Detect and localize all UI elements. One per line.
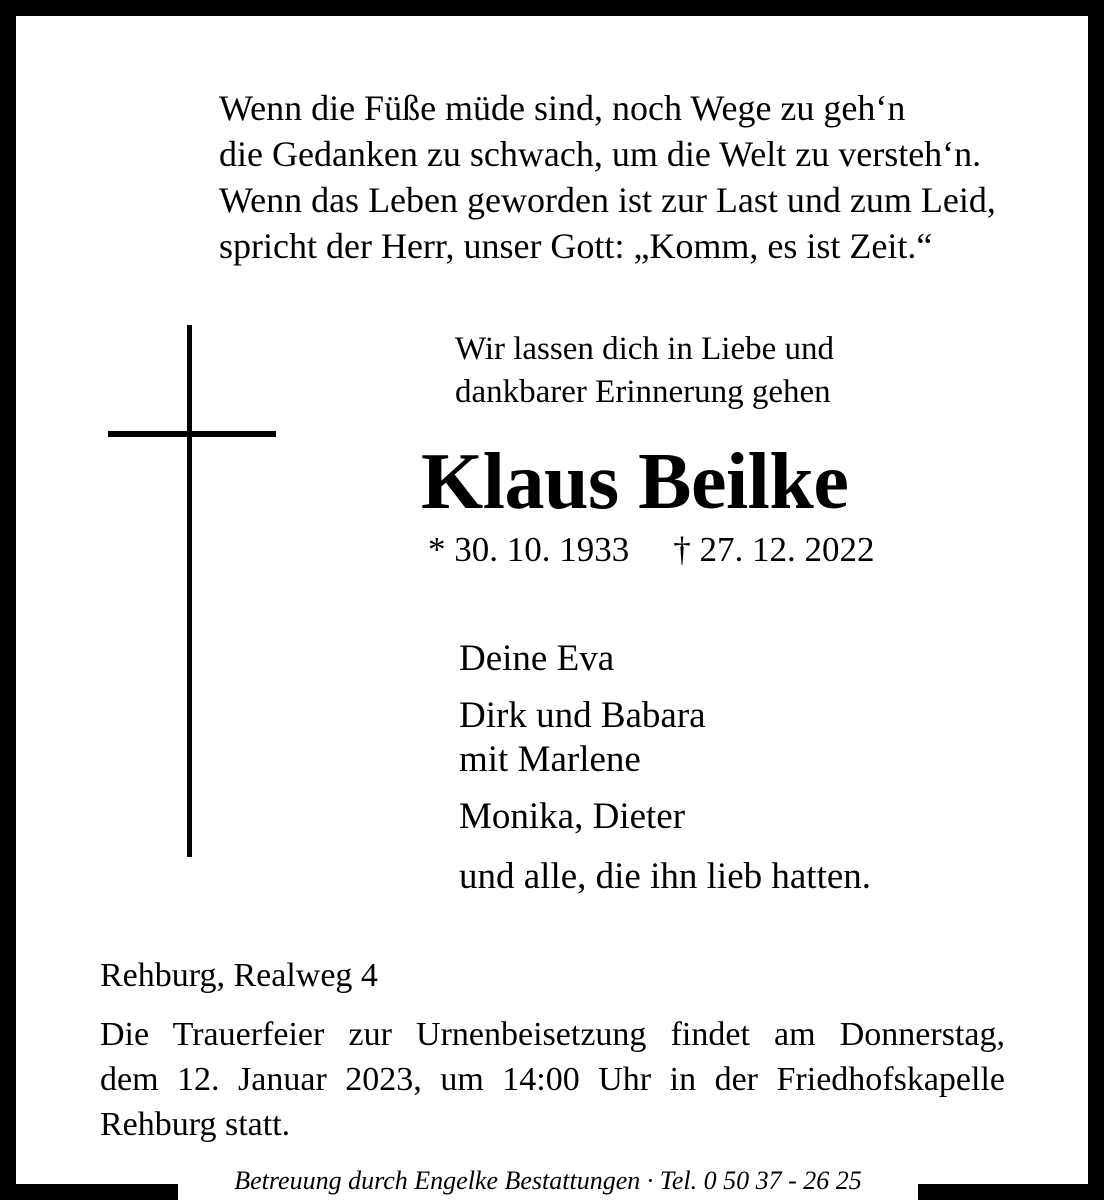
poem-line: die Gedanken zu schwach, um die Welt zu versteh‘n.: [219, 134, 982, 174]
poem-line: spricht der Herr, unser Gott: „Komm, es ist Zeit.“: [219, 226, 933, 266]
death-date: † 27. 12. 2022: [673, 530, 875, 569]
border-bottom-left: [0, 1184, 178, 1200]
life-dates: [428, 528, 875, 572]
farewell-text: [455, 328, 834, 414]
ceremony-line: Rehburg statt.: [100, 1106, 291, 1143]
deceased-name: Klaus Beilke: [421, 438, 849, 526]
cross-icon-horizontal-beam: [108, 431, 276, 437]
funeral-home-footer: Betreuung durch Engelke Bestattungen · Tel. 0 50 37 - 26 25: [234, 1166, 862, 1195]
mourner-line: und alle, die ihn lieb hatten.: [459, 856, 872, 897]
ceremony-info: [100, 1012, 1005, 1147]
mourner-line: Dirk und Babara: [459, 695, 706, 736]
cross-icon-vertical-beam: [187, 325, 192, 857]
ceremony-line: Die Trauerfeier zur Urnenbeisetzung findet am Donnerstag,: [100, 1016, 1005, 1053]
poem: [219, 85, 996, 269]
birth-date: * 30. 10. 1933: [428, 530, 630, 569]
farewell-line: dankbarer Erinnerung gehen: [455, 374, 831, 410]
mourner-line: mit Marlene: [459, 739, 641, 780]
mourner-line: Monika, Dieter: [459, 796, 686, 837]
mourner-line: Deine Eva: [459, 638, 615, 679]
border-bottom-right: [918, 1184, 1104, 1200]
poem-line: Wenn die Füße müde sind, noch Wege zu geh‘n: [219, 88, 906, 128]
ceremony-line: dem 12. Januar 2023, um 14:00 Uhr in der Friedhofskapelle: [100, 1061, 1005, 1098]
poem-line: Wenn das Leben geworden ist zur Last und zum Leid,: [219, 180, 996, 220]
farewell-line: Wir lassen dich in Liebe und: [455, 331, 834, 367]
address: Rehburg, Realweg 4: [100, 957, 378, 994]
